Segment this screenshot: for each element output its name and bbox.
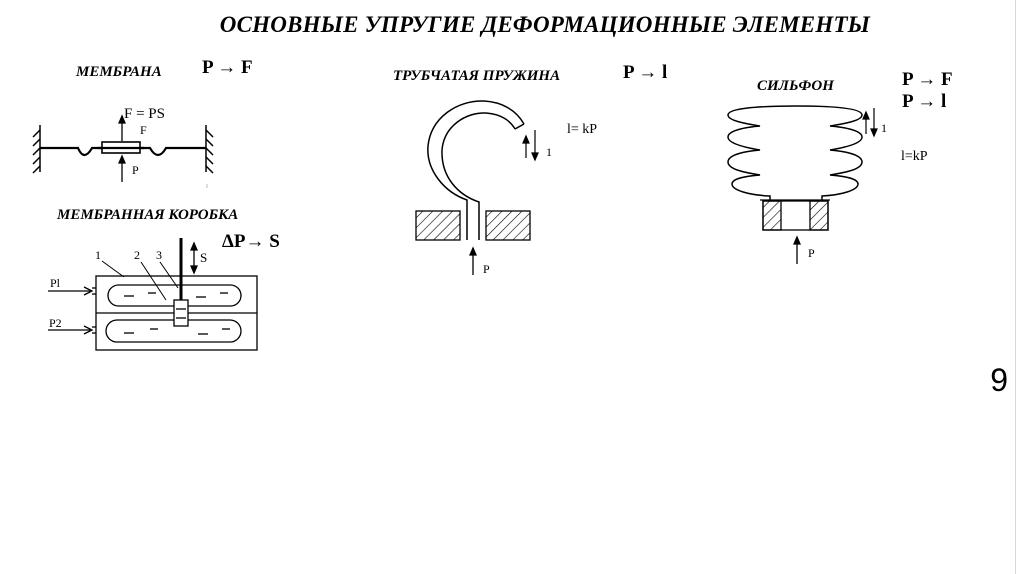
membrane-right-wall [206, 125, 213, 173]
bellows-body [728, 106, 862, 200]
box-label-2: 2 [134, 248, 140, 262]
stroke-arrow [191, 243, 197, 273]
tube-spring-mount-right [486, 211, 530, 240]
bellows-pressure-label: P [808, 246, 815, 260]
membrane-box-diagram [48, 238, 257, 350]
membrane-box-relation: ΔP→ S [222, 231, 280, 252]
tube-spring-diagram [416, 101, 538, 275]
membrane-formula: F = PS [124, 106, 165, 122]
bellows-diagram [728, 106, 877, 264]
box-label-1: 1 [95, 248, 101, 262]
leader-lines [102, 261, 178, 300]
tube-spring-tip [515, 124, 524, 129]
tube-spring-pressure-label: P [483, 262, 490, 276]
slide-title: ОСНОВНЫЕ УПРУГИЕ ДЕФОРМАЦИОННЫЕ ЭЛЕМЕНТЫ [219, 12, 871, 37]
bellows-deflection-label: 1 [881, 121, 887, 135]
bellows-relation-2: P → l [902, 91, 947, 112]
tube-spring-mount-left [416, 211, 460, 240]
bellows-relation-1: P → F [902, 69, 953, 90]
membrane-force-label: F [140, 123, 147, 137]
membrane-box-label: МЕМБРАННАЯ КОРОБКА [57, 207, 239, 223]
box-input-2-label: P2 [49, 316, 62, 330]
capsule-connector [174, 300, 188, 326]
box-stroke-label: S [200, 250, 208, 265]
membrane-label: МЕМБРАНА [76, 64, 162, 80]
membrane-relation: P → F [202, 57, 253, 78]
box-input-1-label: Pl [50, 276, 61, 290]
membrane-left-wall [33, 125, 40, 173]
bellows-base [763, 201, 828, 230]
bellows-label: СИЛЬФОН [757, 78, 834, 94]
bellows-deflection-arrow [863, 108, 877, 136]
tube-spring-relation: P → l [623, 62, 668, 83]
page-number: 9 [990, 362, 1008, 398]
tube-spring-deflection-arrow [523, 130, 538, 160]
membrane-pressure-label: P [132, 163, 139, 177]
membrane-diagram [33, 116, 213, 188]
membrane-pressure-arrow [119, 156, 125, 182]
tube-spring-formula: l= kP [567, 122, 598, 137]
bellows-pressure-arrow [794, 237, 800, 264]
tube-spring-pressure-arrow [470, 248, 476, 275]
tube-spring-deflection-label: 1 [546, 145, 552, 159]
box-label-3: 3 [156, 248, 162, 262]
bellows-formula: l=kP [901, 149, 928, 164]
tube-spring-label: ТРУБЧАТАЯ ПРУЖИНА [393, 68, 561, 84]
